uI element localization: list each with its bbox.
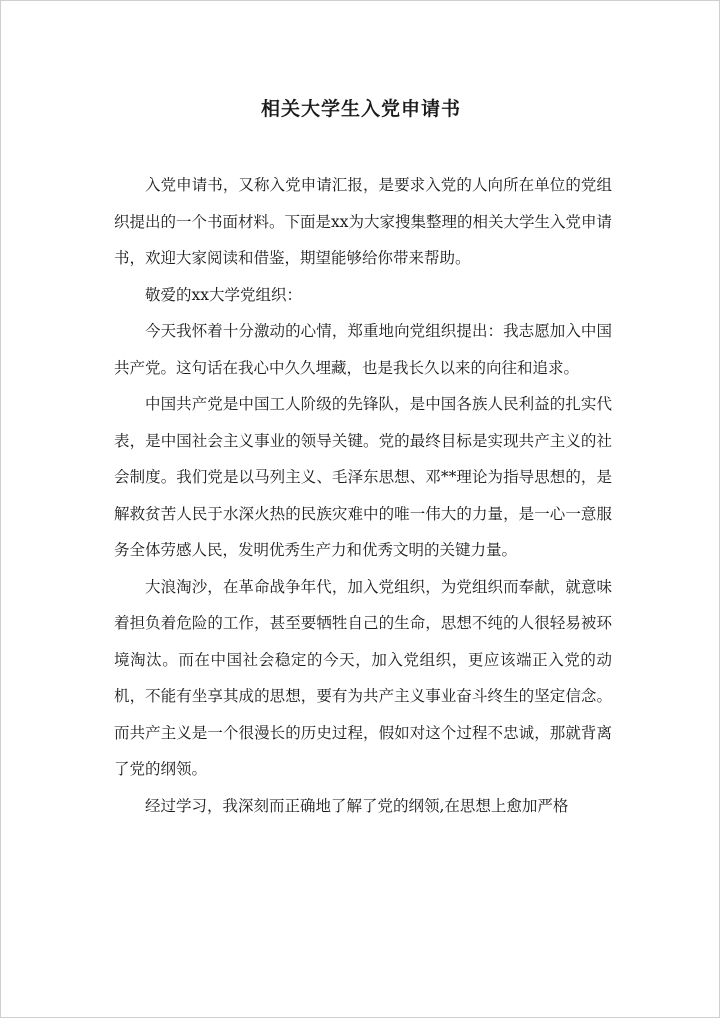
body-paragraph: 经过学习，我深刻而正确地了解了党的纲领,在思想上愈加严格 [145,796,569,815]
salutation: 敬爱的xx大学党组织： [145,285,302,304]
document-title: 相关大学生入党申请书 [260,98,461,120]
intro-paragraph: 入党申请书，又称入党申请汇报，是要求入党的人向所在单位的党组织提出的一个书面材料。下面是xx为大家搜集整理的相关大学生入党申请书，欢迎大家阅读和借鉴，期望能够给你带来帮助。 [114,176,612,267]
body-paragraph: 今天我怀着十分激动的心情，郑重地向党组织提出：我志愿加入中国共产党。这句话在我心中久久埋藏，也是我长久以来的向往和追求。 [114,322,612,377]
document-body [114,167,612,824]
body-paragraph: 中国共产党是中国工人阶级的先锋队，是中国各族人民利益的扎实代表，是中国社会主义事业的领导关键。党的最终目标是实现共产主义的社会制度。我们党是以马列主义、毛泽东思想、邓**理论为指导思想的，是解救贫苦人民于水深火热的民族灾难中的唯一伟大的力量，是一心一意服务全体劳感人民，发明优秀生产力和优秀文明的关键力量。 [114,395,612,559]
body-paragraph: 大浪淘沙，在革命战争年代，加入党组织，为党组织而奉献，就意味着担负着危险的工作，甚至要牺牲自己的生命，思想不纯的人很轻易被环境淘汰。而在中国社会稳定的今天，加入党组织，更应该端正入党的动机，不能有坐享其成的思想，要有为共产主义事业奋斗终生的坚定信念。而共产主义是一个很漫长的历史过程，假如对这个过程不忠诚，那就背离了党的纲领。 [114,577,612,778]
